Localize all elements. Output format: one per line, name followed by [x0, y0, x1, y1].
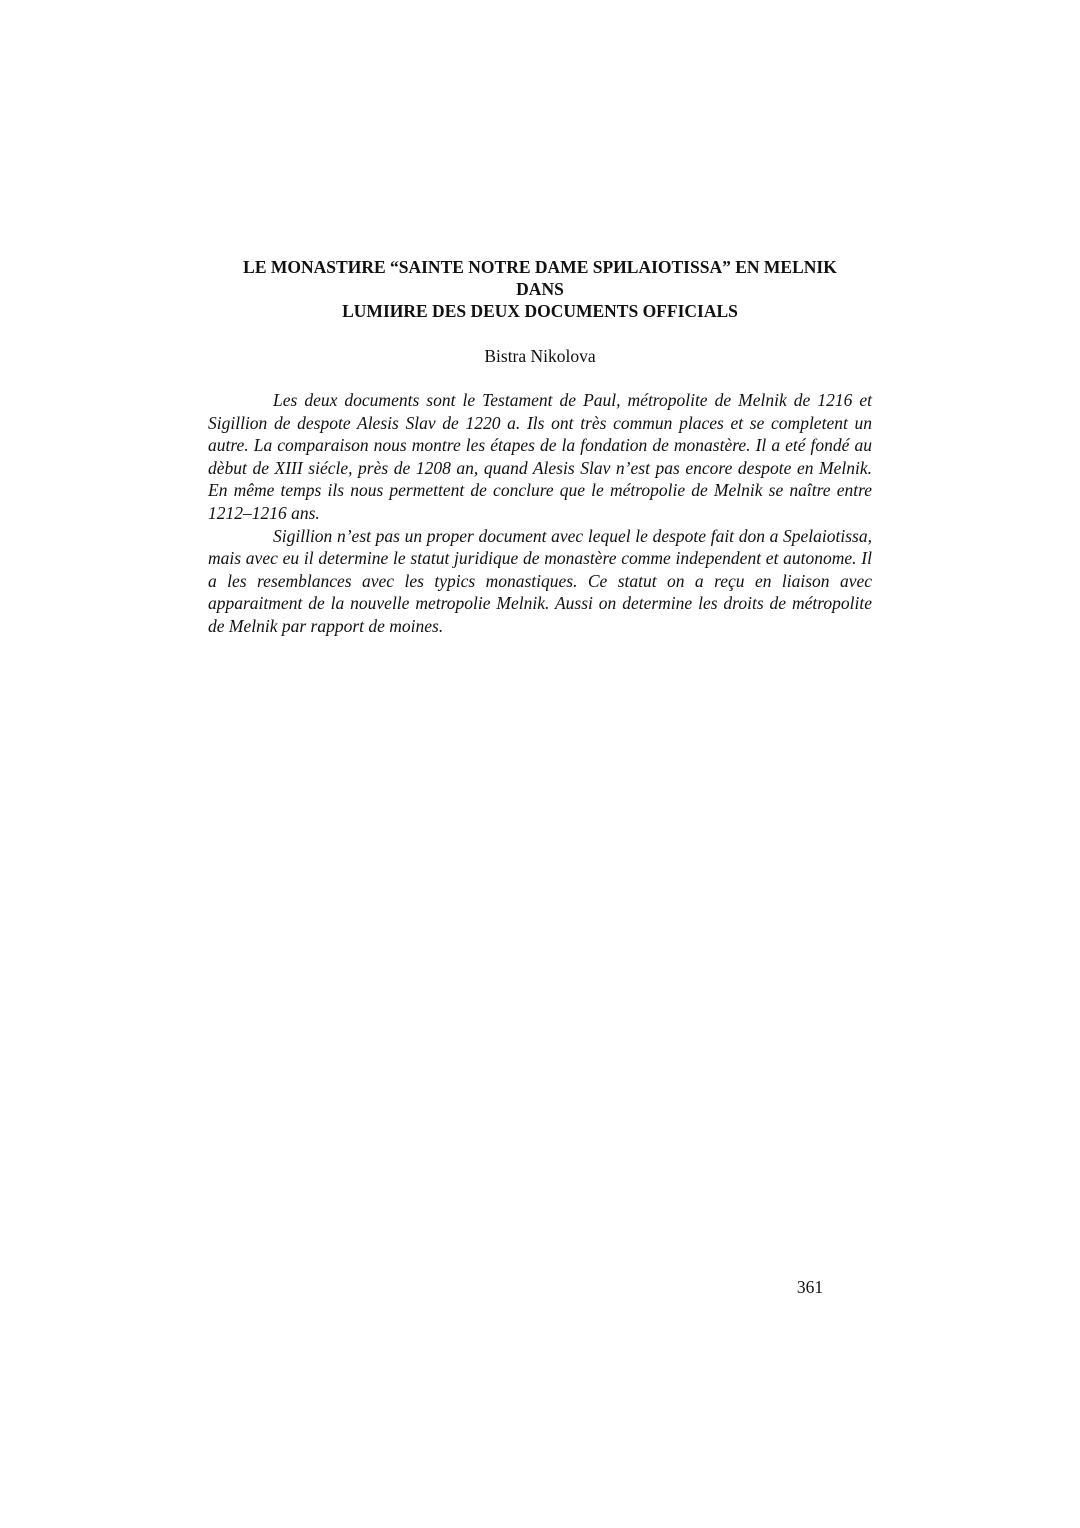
author-name: Bistra Nikolova — [484, 346, 596, 366]
title-line-2: DANS — [516, 279, 564, 299]
abstract-paragraph-2: Sigillion n’est pas un proper document avec lequel le despote fait don a Spelaiotissa, mais avec eu il determine le statut juridique de monastère comme independent et autonome. Il a les resemblances avec les typics monastiques. Ce statut on a reçu en liaison avec apparaitment de la nouvelle metropolie Melnik. Aussi on determine les droits de métropolite de Melnik par rapport de moines. — [208, 525, 872, 636]
page-number: 361 — [796, 1277, 824, 1297]
abstract-paragraph-1: Les deux documents sont le Testament de Paul, métropolite de Melnik de 1216 et Sigillion de despote Alesis Slav de 1220 a. Ils ont très commun places et se completent un autre. La comparaison nous montre les étapes de la fondation de monastère. Il a eté fondé au dèbut de XIII siécle, près de 1208 an, quand Alesis Slav n’est pas encore despote en Melnik. En même temps ils nous permettent de conclure que le métropolie de Melnik se naître entre 1212–1216 ans. — [208, 390, 872, 523]
article-title — [180, 256, 900, 322]
title-line-3: LUMIИRE DES DEUX DOCUMENTS OFFICIALS — [342, 301, 738, 321]
title-line-1: LE MONASTИRE “SAINTE NOTRE DAME SPИLAIOTISSA” EN MELNIK — [243, 257, 837, 277]
abstract — [208, 389, 872, 638]
